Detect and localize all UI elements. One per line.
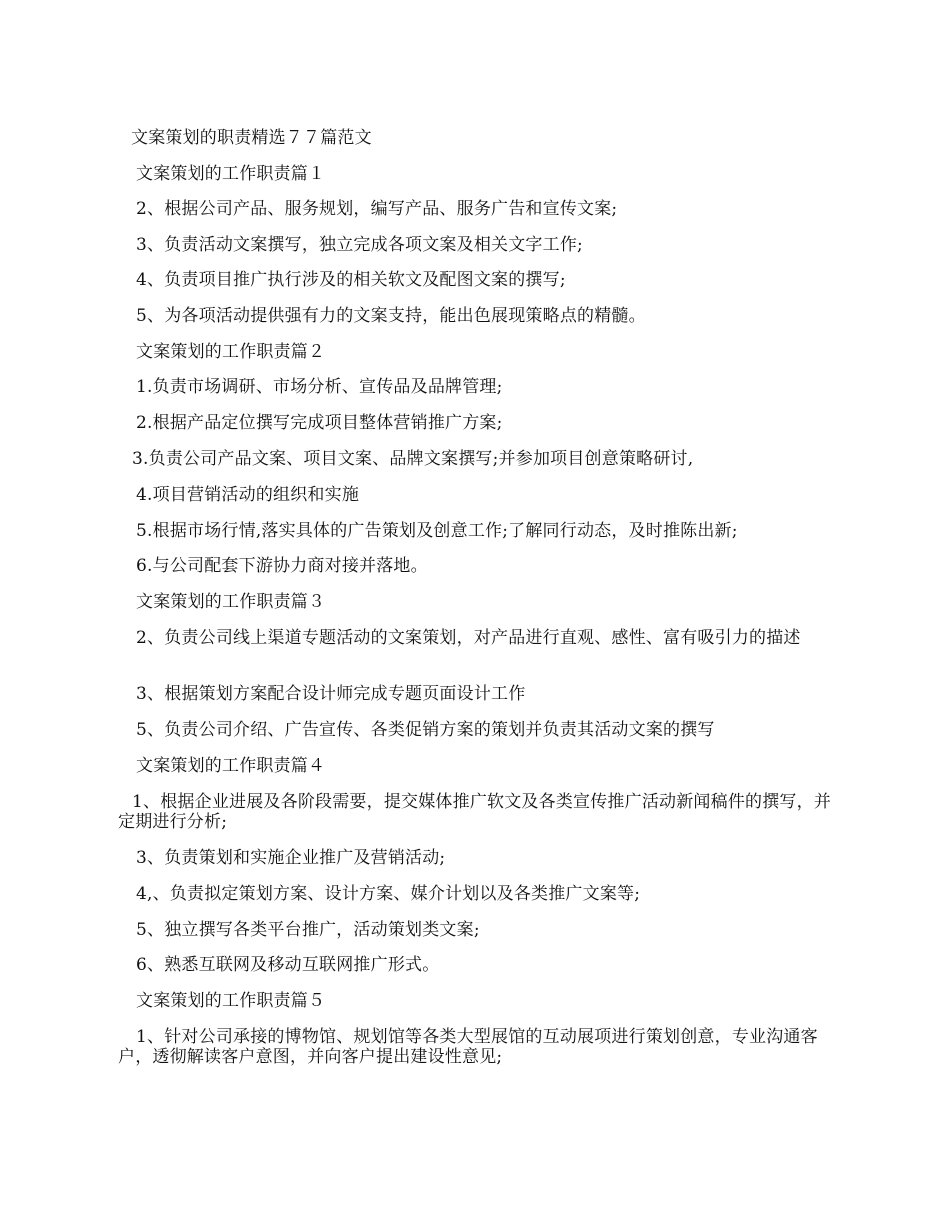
list-item: 1.负责市场调研、市场分析、宣传品及品牌管理; — [136, 377, 503, 397]
list-item: 5、负责公司介绍、广告宣传、各类促销方案的策划并负责其活动文案的撰写 — [136, 720, 715, 740]
list-item: 2、负责公司线上渠道专题活动的文案策划，对产品进行直观、感性、富有吸引力的描述 — [136, 628, 801, 648]
section-heading: 文案策划的工作职责篇１ — [136, 164, 326, 184]
list-item: 2、根据公司产品、服务规划，编写产品、服务广告和宣传文案; — [136, 199, 618, 219]
list-item: 5、为各项活动提供强有力的文案支持，能出色展现策略点的精髓。 — [136, 306, 646, 326]
list-item: 6、熟悉互联网及移动互联网推广形式。 — [136, 955, 440, 975]
list-item: 3、负责策划和实施企业推广及营销活动; — [136, 848, 446, 868]
section-heading: 文案策划的工作职责篇３ — [136, 592, 326, 612]
list-item: 3、负责活动文案撰写，独立完成各项文案及相关文字工作; — [136, 235, 583, 255]
list-item: 4,、负责拟定策划方案、设计方案、媒介计划以及各类推广文案等; — [136, 884, 641, 904]
list-item: 5.根据市场行情,落实具体的广告策划及创意工作;了解同行动态，及时推陈出新; — [136, 521, 738, 541]
section-heading: 文案策划的工作职责篇５ — [136, 991, 326, 1011]
list-item: 1、针对公司承接的博物馆、规划馆等各类大型展馆的互动展项进行策划创意，专业沟通客户，透彻解读客户意图，并向客户提出建设性意见; — [118, 1027, 818, 1067]
section-heading: 文案策划的工作职责篇２ — [136, 342, 326, 362]
list-item: 4、负责项目推广执行涉及的相关软文及配图文案的撰写; — [136, 270, 566, 290]
list-item: 2.根据产品定位撰写完成项目整体营销推广方案; — [136, 413, 503, 433]
list-item: 3.负责公司产品文案、项目文案、品牌文案撰写;并参加项目创意策略研讨, — [132, 449, 694, 469]
list-item: 1、根据企业进展及各阶段需要，提交媒体推广软文及各类宣传推广活动新闻稿件的撰写，并定期进行分析; — [118, 792, 832, 832]
list-item: 3、根据策划方案配合设计师完成专题页面设计工作 — [136, 684, 526, 704]
document-title: 文案策划的职责精选７７篇范文 — [131, 128, 372, 148]
list-item: 4.项目营销活动的组织和实施 — [136, 485, 360, 505]
list-item: 5、独立撰写各类平台推广，活动策划类文案; — [136, 920, 480, 940]
section-heading: 文案策划的工作职责篇４ — [136, 756, 326, 776]
list-item: 6.与公司配套下游协力商对接并落地。 — [136, 556, 428, 576]
